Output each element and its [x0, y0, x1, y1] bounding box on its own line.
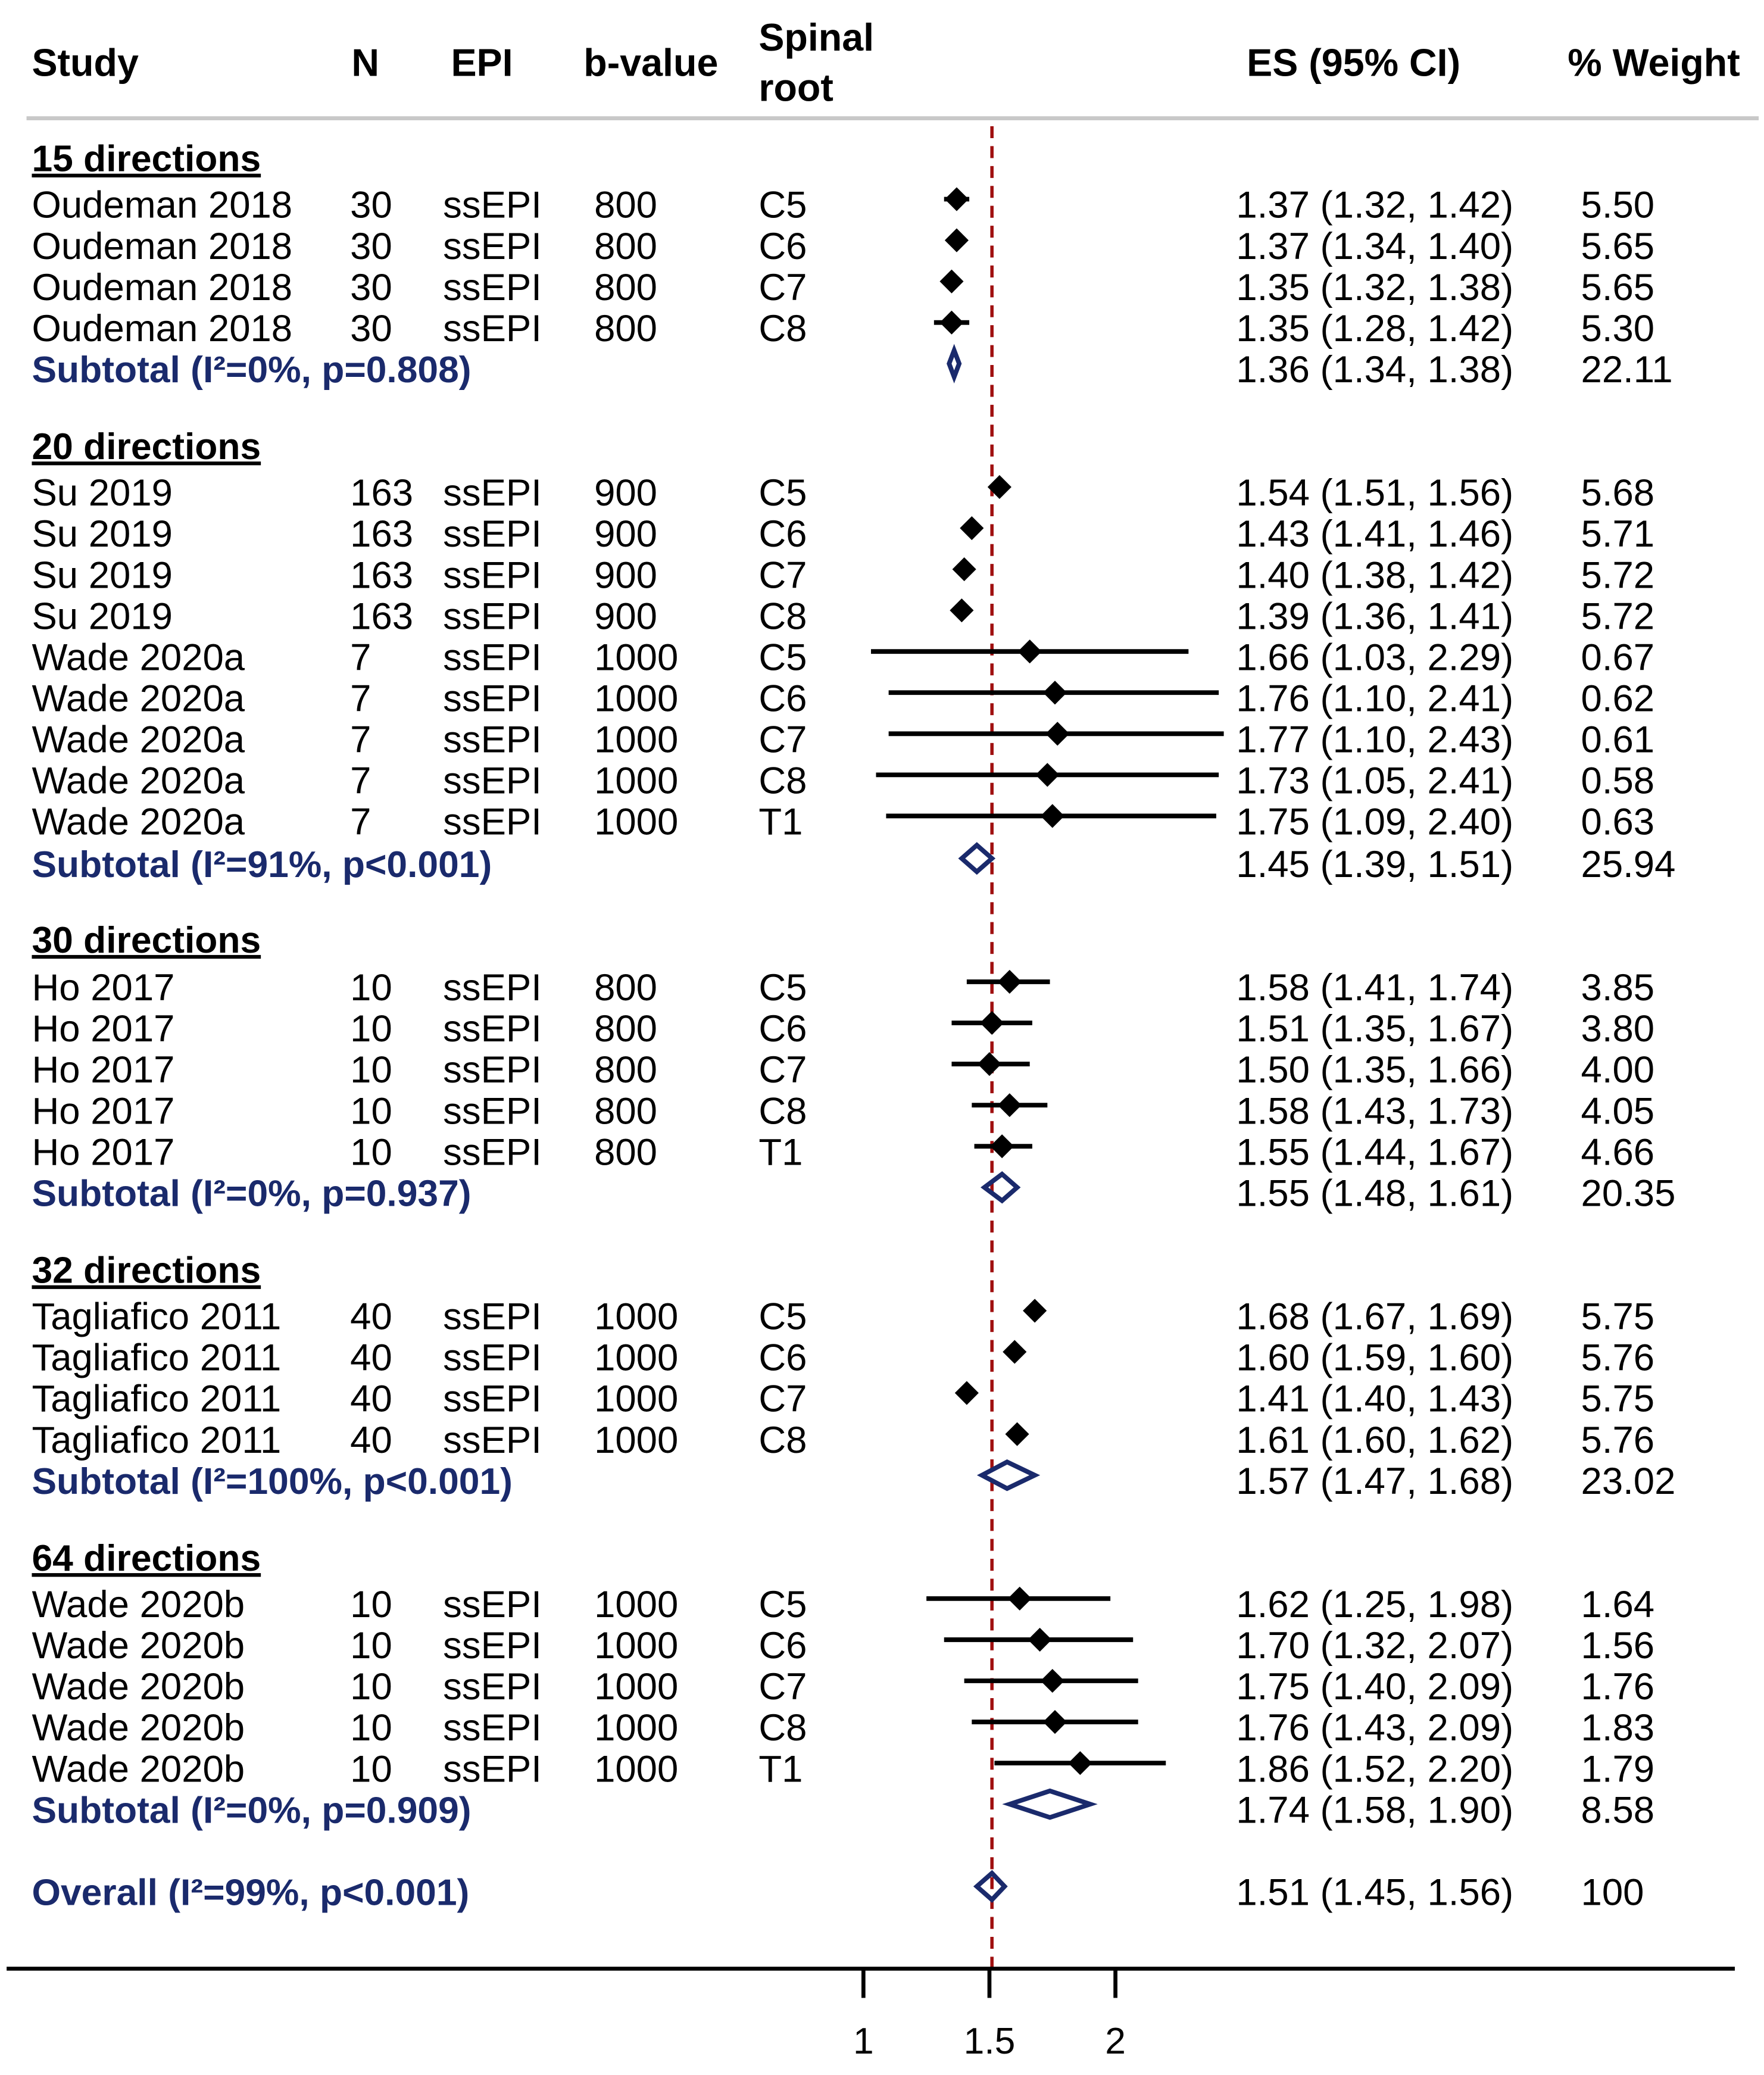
x-tick-label: 1.5 [963, 2021, 1016, 2062]
sample-size: 7 [350, 636, 371, 679]
epi-type: ssEPI [443, 266, 542, 308]
study-name: Wade 2020a [32, 636, 245, 679]
b-value: 800 [594, 1131, 657, 1174]
subtotal-diamond [984, 1174, 1017, 1201]
study-name: Oudeman 2018 [32, 307, 293, 350]
b-value: 1000 [594, 1296, 679, 1338]
epi-type: ssEPI [443, 1296, 542, 1338]
sample-size: 30 [350, 184, 392, 226]
spinal-root: C7 [758, 1378, 807, 1420]
sample-size: 10 [350, 967, 392, 1009]
sample-size: 40 [350, 1337, 392, 1379]
group-title: 32 directions [32, 1250, 261, 1291]
study-marker [1041, 804, 1064, 828]
effect-size-ci: 1.41 (1.40, 1.43) [1236, 1378, 1514, 1420]
study-marker [945, 229, 969, 252]
study-name: Ho 2017 [32, 1049, 175, 1091]
effect-size-ci: 1.37 (1.32, 1.42) [1236, 184, 1514, 226]
weight: 1.56 [1581, 1625, 1655, 1667]
study-marker [1008, 1587, 1032, 1611]
weight: 5.71 [1581, 513, 1655, 556]
study-name: Su 2019 [32, 513, 173, 556]
effect-size-ci: 1.76 (1.10, 2.41) [1236, 678, 1514, 720]
b-value: 800 [594, 184, 657, 226]
sample-size: 10 [350, 1666, 392, 1708]
column-headers [32, 16, 1740, 110]
epi-type: ssEPI [443, 595, 542, 638]
study-marker [1028, 1628, 1052, 1652]
effect-size-ci: 1.86 (1.52, 2.20) [1236, 1748, 1514, 1790]
b-value: 900 [594, 554, 657, 597]
epi-type: ssEPI [443, 801, 542, 843]
study-name: Wade 2020b [32, 1707, 245, 1749]
subtotal-effect-size-ci: 1.36 (1.34, 1.38) [1236, 348, 1514, 391]
weight: 5.76 [1581, 1419, 1655, 1461]
overall-effect-size-ci: 1.51 (1.45, 1.56) [1236, 1871, 1514, 1914]
study-name: Ho 2017 [32, 1131, 175, 1174]
study-marker [990, 1134, 1014, 1158]
subtotal-label: Subtotal (I²=0%, p=0.937) [32, 1173, 472, 1215]
sample-size: 7 [350, 760, 371, 802]
study-name: Wade 2020a [32, 801, 245, 843]
overall-weight: 100 [1581, 1871, 1644, 1914]
subtotal-label: Subtotal (I²=100%, p<0.001) [32, 1461, 513, 1502]
weight: 5.76 [1581, 1337, 1655, 1379]
epi-type: ssEPI [443, 1748, 542, 1790]
study-name: Wade 2020a [32, 719, 245, 761]
b-value: 1000 [594, 1625, 679, 1667]
study-name: Wade 2020b [32, 1584, 245, 1626]
study-marker [955, 1381, 979, 1405]
sample-size: 10 [350, 1625, 392, 1667]
b-value: 900 [594, 472, 657, 514]
sample-size: 163 [350, 513, 414, 556]
subtotal-effect-size-ci: 1.45 (1.39, 1.51) [1236, 843, 1514, 885]
b-value: 1000 [594, 719, 679, 761]
header-study: Study [32, 41, 139, 85]
epi-type: ssEPI [443, 1584, 542, 1626]
subtotal-diamond [982, 1462, 1035, 1489]
study-marker [950, 598, 973, 622]
b-value: 1000 [594, 1748, 679, 1790]
spinal-root: C8 [758, 595, 807, 638]
b-value: 1000 [594, 1707, 679, 1749]
study-name: Su 2019 [32, 595, 173, 638]
spinal-root: T1 [758, 801, 803, 843]
effect-size-ci: 1.76 (1.43, 2.09) [1236, 1707, 1514, 1749]
sample-size: 10 [350, 1008, 392, 1050]
spinal-root: C6 [758, 225, 807, 267]
weight: 3.85 [1581, 967, 1655, 1009]
b-value: 800 [594, 307, 657, 350]
group-title: 15 directions [32, 138, 261, 180]
spinal-root: C6 [758, 1337, 807, 1379]
spinal-root: C8 [758, 1090, 807, 1132]
effect-size-ci: 1.61 (1.60, 1.62) [1236, 1419, 1514, 1461]
subtotal-diamond [961, 845, 992, 872]
b-value: 1000 [594, 760, 679, 802]
subtotal-label: Subtotal (I²=0%, p=0.808) [32, 349, 472, 391]
sample-size: 10 [350, 1584, 392, 1626]
study-marker [945, 187, 969, 211]
epi-type: ssEPI [443, 472, 542, 514]
epi-type: ssEPI [443, 307, 542, 350]
spinal-root: C5 [758, 967, 807, 1009]
weight: 5.65 [1581, 266, 1655, 308]
sample-size: 163 [350, 472, 414, 514]
epi-type: ssEPI [443, 513, 542, 556]
effect-size-ci: 1.62 (1.25, 1.98) [1236, 1584, 1514, 1626]
study-marker [1041, 1669, 1064, 1693]
study-name: Tagliafico 2011 [32, 1337, 282, 1379]
weight: 0.67 [1581, 636, 1655, 679]
spinal-root: C6 [758, 678, 807, 720]
b-value: 1000 [594, 678, 679, 720]
header-weight: % Weight [1568, 41, 1740, 85]
study-name: Oudeman 2018 [32, 225, 293, 267]
effect-size-ci: 1.43 (1.41, 1.46) [1236, 513, 1514, 556]
spinal-root: C7 [758, 1049, 807, 1091]
epi-type: ssEPI [443, 1625, 542, 1667]
weight: 1.76 [1581, 1666, 1655, 1708]
weight: 1.79 [1581, 1748, 1655, 1790]
sample-size: 30 [350, 266, 392, 308]
study-marker [978, 1052, 1001, 1076]
b-value: 800 [594, 266, 657, 308]
study-marker [960, 516, 984, 540]
subtotal-weight: 23.02 [1581, 1460, 1676, 1502]
study-marker [1068, 1751, 1092, 1775]
weight: 5.75 [1581, 1296, 1655, 1338]
weight: 0.62 [1581, 678, 1655, 720]
x-axis [853, 1968, 1126, 2062]
b-value: 900 [594, 513, 657, 556]
spinal-root: C7 [758, 719, 807, 761]
study-name: Wade 2020a [32, 760, 245, 802]
header-b-value: b-value [583, 41, 719, 85]
b-value: 800 [594, 967, 657, 1009]
sample-size: 7 [350, 678, 371, 720]
study-marker [1035, 763, 1059, 787]
spinal-root: C6 [758, 1625, 807, 1667]
epi-type: ssEPI [443, 1090, 542, 1132]
study-marker [1018, 639, 1042, 663]
spinal-root: C5 [758, 472, 807, 514]
subtotal-effect-size-ci: 1.55 (1.48, 1.61) [1236, 1172, 1514, 1215]
weight: 4.00 [1581, 1049, 1655, 1091]
group-title: 64 directions [32, 1538, 261, 1580]
spinal-root: C7 [758, 266, 807, 308]
effect-size-ci: 1.66 (1.03, 2.29) [1236, 636, 1514, 679]
b-value: 800 [594, 1008, 657, 1050]
epi-type: ssEPI [443, 554, 542, 597]
spinal-root: C5 [758, 184, 807, 226]
effect-size-ci: 1.54 (1.51, 1.56) [1236, 472, 1514, 514]
b-value: 800 [594, 1049, 657, 1091]
effect-size-ci: 1.75 (1.40, 2.09) [1236, 1666, 1514, 1708]
group-title: 30 directions [32, 919, 261, 961]
effect-size-ci: 1.58 (1.41, 1.74) [1236, 967, 1514, 1009]
sample-size: 7 [350, 801, 371, 843]
subtotal-label: Subtotal (I²=0%, p=0.909) [32, 1790, 472, 1831]
effect-size-ci: 1.60 (1.59, 1.60) [1236, 1337, 1514, 1379]
effect-size-ci: 1.55 (1.44, 1.67) [1236, 1131, 1514, 1174]
spinal-root: C8 [758, 1707, 807, 1749]
effect-size-ci: 1.70 (1.32, 2.07) [1236, 1625, 1514, 1667]
header-spinal: Spinal [758, 16, 875, 60]
x-tick-label: 2 [1105, 2021, 1126, 2062]
effect-size-ci: 1.35 (1.32, 1.38) [1236, 266, 1514, 308]
study-marker [939, 270, 963, 294]
weight: 1.64 [1581, 1584, 1655, 1626]
effect-size-ci: 1.40 (1.38, 1.42) [1236, 554, 1514, 597]
sample-size: 10 [350, 1707, 392, 1749]
effect-size-ci: 1.68 (1.67, 1.69) [1236, 1296, 1514, 1338]
effect-size-ci: 1.75 (1.09, 2.40) [1236, 801, 1514, 843]
study-name: Wade 2020b [32, 1625, 245, 1667]
sample-size: 40 [350, 1378, 392, 1420]
epi-type: ssEPI [443, 184, 542, 226]
weight: 0.63 [1581, 801, 1655, 843]
weight: 5.68 [1581, 472, 1655, 514]
study-marker [1005, 1422, 1029, 1446]
subtotal-diamond [949, 350, 959, 377]
sample-size: 10 [350, 1748, 392, 1790]
study-marker [998, 1093, 1022, 1117]
sample-size: 10 [350, 1090, 392, 1132]
effect-size-ci: 1.39 (1.36, 1.41) [1236, 595, 1514, 638]
subtotal-label: Subtotal (I²=91%, p<0.001) [32, 844, 492, 885]
spinal-root: C6 [758, 1008, 807, 1050]
subtotal-weight: 25.94 [1581, 843, 1676, 885]
b-value: 800 [594, 225, 657, 267]
sample-size: 163 [350, 595, 414, 638]
subtotal-weight: 20.35 [1581, 1172, 1676, 1215]
subtotal-effect-size-ci: 1.74 (1.58, 1.90) [1236, 1789, 1514, 1831]
epi-type: ssEPI [443, 678, 542, 720]
sample-size: 10 [350, 1131, 392, 1174]
epi-type: ssEPI [443, 1008, 542, 1050]
header-root: root [758, 66, 833, 110]
header-n: N [351, 41, 380, 85]
b-value: 1000 [594, 1666, 679, 1708]
study-marker [1043, 681, 1067, 704]
spinal-root: C6 [758, 513, 807, 556]
effect-size-ci: 1.35 (1.28, 1.42) [1236, 307, 1514, 350]
spinal-root: C5 [758, 636, 807, 679]
study-name: Su 2019 [32, 472, 173, 514]
weight: 0.58 [1581, 760, 1655, 802]
b-value: 800 [594, 1090, 657, 1132]
effect-size-ci: 1.50 (1.35, 1.66) [1236, 1049, 1514, 1091]
sample-size: 10 [350, 1049, 392, 1091]
epi-type: ssEPI [443, 225, 542, 267]
study-marker [1043, 1710, 1067, 1734]
epi-type: ssEPI [443, 1666, 542, 1708]
subtotal-effect-size-ci: 1.57 (1.47, 1.68) [1236, 1460, 1514, 1502]
study-name: Tagliafico 2011 [32, 1296, 282, 1338]
epi-type: ssEPI [443, 1378, 542, 1420]
weight: 3.80 [1581, 1008, 1655, 1050]
subtotal-weight: 8.58 [1581, 1789, 1655, 1831]
study-name: Wade 2020a [32, 678, 245, 720]
b-value: 1000 [594, 1419, 679, 1461]
spinal-root: T1 [758, 1131, 803, 1174]
epi-type: ssEPI [443, 636, 542, 679]
sample-size: 40 [350, 1419, 392, 1461]
header-es: ES (95% CI) [1247, 41, 1461, 85]
effect-size-ci: 1.73 (1.05, 2.41) [1236, 760, 1514, 802]
weight: 5.72 [1581, 595, 1655, 638]
study-name: Oudeman 2018 [32, 184, 293, 226]
group-title: 20 directions [32, 426, 261, 468]
b-value: 900 [594, 595, 657, 638]
epi-type: ssEPI [443, 1049, 542, 1091]
weight: 4.05 [1581, 1090, 1655, 1132]
weight: 1.83 [1581, 1707, 1655, 1749]
b-value: 1000 [594, 1378, 679, 1420]
header-epi: EPI [451, 41, 513, 85]
subtotal-diamond [1010, 1791, 1090, 1818]
study-marker [980, 1011, 1004, 1035]
sample-size: 30 [350, 225, 392, 267]
spinal-root: C8 [758, 1419, 807, 1461]
weight: 4.66 [1581, 1131, 1655, 1174]
study-marker [1023, 1299, 1047, 1322]
study-name: Oudeman 2018 [32, 266, 293, 308]
spinal-root: C8 [758, 760, 807, 802]
weight: 5.65 [1581, 225, 1655, 267]
study-name: Tagliafico 2011 [32, 1378, 282, 1420]
spinal-root: T1 [758, 1748, 803, 1790]
epi-type: ssEPI [443, 760, 542, 802]
study-name: Ho 2017 [32, 1090, 175, 1132]
sample-size: 163 [350, 554, 414, 597]
weight: 5.30 [1581, 307, 1655, 350]
study-name: Ho 2017 [32, 1008, 175, 1050]
epi-type: ssEPI [443, 1707, 542, 1749]
weight: 5.72 [1581, 554, 1655, 597]
spinal-root: C7 [758, 554, 807, 597]
study-name: Ho 2017 [32, 967, 175, 1009]
study-marker [1045, 722, 1069, 745]
sample-size: 40 [350, 1296, 392, 1338]
study-marker [939, 311, 963, 335]
weight: 5.50 [1581, 184, 1655, 226]
effect-size-ci: 1.51 (1.35, 1.67) [1236, 1008, 1514, 1050]
b-value: 1000 [594, 801, 679, 843]
effect-size-ci: 1.37 (1.34, 1.40) [1236, 225, 1514, 267]
epi-type: ssEPI [443, 1131, 542, 1174]
study-marker [953, 557, 976, 581]
spinal-root: C5 [758, 1584, 807, 1626]
epi-type: ssEPI [443, 1337, 542, 1379]
effect-size-ci: 1.77 (1.10, 2.43) [1236, 719, 1514, 761]
x-tick-label: 1 [853, 2021, 874, 2062]
b-value: 1000 [594, 1584, 679, 1626]
study-name: Wade 2020b [32, 1666, 245, 1708]
epi-type: ssEPI [443, 1419, 542, 1461]
effect-size-ci: 1.58 (1.43, 1.73) [1236, 1090, 1514, 1132]
b-value: 1000 [594, 636, 679, 679]
sample-size: 7 [350, 719, 371, 761]
study-name: Tagliafico 2011 [32, 1419, 282, 1461]
weight: 0.61 [1581, 719, 1655, 761]
study-name: Wade 2020b [32, 1748, 245, 1790]
spinal-root: C8 [758, 307, 807, 350]
epi-type: ssEPI [443, 719, 542, 761]
subtotal-weight: 22.11 [1581, 348, 1673, 391]
b-value: 1000 [594, 1337, 679, 1379]
spinal-root: C7 [758, 1666, 807, 1708]
epi-type: ssEPI [443, 967, 542, 1009]
study-marker [1003, 1340, 1026, 1363]
overall-label: Overall (I²=99%, p<0.001) [32, 1872, 470, 1914]
spinal-root: C5 [758, 1296, 807, 1338]
weight: 5.75 [1581, 1378, 1655, 1420]
plot-body [32, 126, 1675, 1968]
study-marker [998, 970, 1022, 994]
sample-size: 30 [350, 307, 392, 350]
study-name: Su 2019 [32, 554, 173, 597]
